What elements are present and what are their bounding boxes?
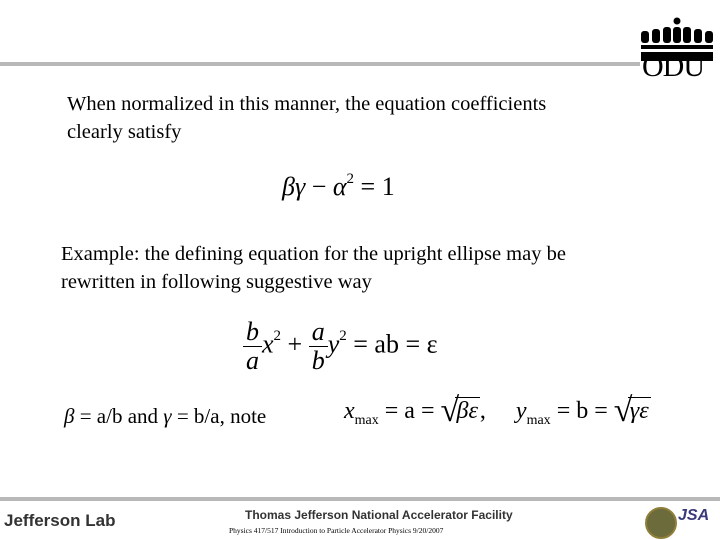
eq-op: − — [311, 172, 327, 201]
note-label: note — [230, 404, 267, 428]
header-divider — [0, 62, 640, 66]
eq-exponent: 2 — [273, 328, 282, 345]
jsa-logo: JSA — [678, 507, 710, 524]
gamma-symbol: γ — [163, 404, 172, 428]
odu-logo-text: ODU — [642, 50, 704, 83]
footer-subtitle: Physics 417/517 Introduction to Particle Accelerator Physics 9/20/2007 — [229, 526, 444, 535]
eq-op: = b = — [550, 398, 614, 424]
text-line: clearly satisfy — [67, 121, 182, 143]
eq-term: βγ — [282, 172, 306, 201]
sqrt-beta-eps: √ βε — [440, 392, 478, 429]
eq-subscript: max — [526, 413, 551, 428]
eq-op: + — [287, 329, 303, 359]
beta-symbol: β — [64, 404, 75, 428]
equation-invariant — [282, 172, 395, 202]
equation-ellipse — [243, 318, 438, 375]
numerator: a — [309, 318, 328, 347]
eq-term: x — [344, 398, 355, 424]
eq-term: y — [327, 329, 340, 359]
eq-term: y — [515, 398, 527, 424]
denominator: b — [311, 346, 325, 375]
eq-op: = a = — [378, 398, 441, 424]
sqrt-gamma-eps: √ γε — [613, 392, 649, 429]
eq-comma: , — [479, 398, 486, 424]
equation-max — [344, 392, 651, 429]
radicand: γε — [629, 398, 649, 424]
eq-subscript: max — [354, 413, 379, 428]
paragraph-example — [61, 240, 566, 296]
eq-rhs: = 1 — [360, 172, 395, 201]
footer-divider — [0, 497, 720, 501]
numerator: b — [243, 318, 262, 347]
text-line: Example: the defining equation for the upright ellipse may be — [61, 243, 566, 265]
jefferson-lab-logo: Jefferson Lab — [4, 511, 116, 530]
paragraph-normalized — [67, 90, 546, 146]
eq-rhs: = ab = ε — [353, 329, 438, 359]
text-line: rewritten in following suggestive way — [61, 271, 372, 293]
denominator: a — [246, 346, 259, 375]
eq-exponent: 2 — [346, 171, 355, 187]
eq-term: x — [262, 329, 274, 359]
fraction-b-over-a — [243, 318, 262, 375]
fraction-a-over-b — [309, 318, 328, 375]
radicand: βε — [456, 398, 478, 424]
doe-seal-icon — [645, 507, 677, 539]
text-line: When normalized in this manner, the equation coefficients — [67, 93, 547, 115]
eq-term: α — [332, 172, 347, 201]
footer-title: Thomas Jefferson National Accelerator Facility — [245, 508, 513, 522]
beta-gamma-definition — [64, 402, 266, 430]
text-span: = a/b and — [74, 404, 164, 428]
text-span: = b/a, — [171, 404, 231, 428]
eq-exponent: 2 — [339, 328, 347, 345]
